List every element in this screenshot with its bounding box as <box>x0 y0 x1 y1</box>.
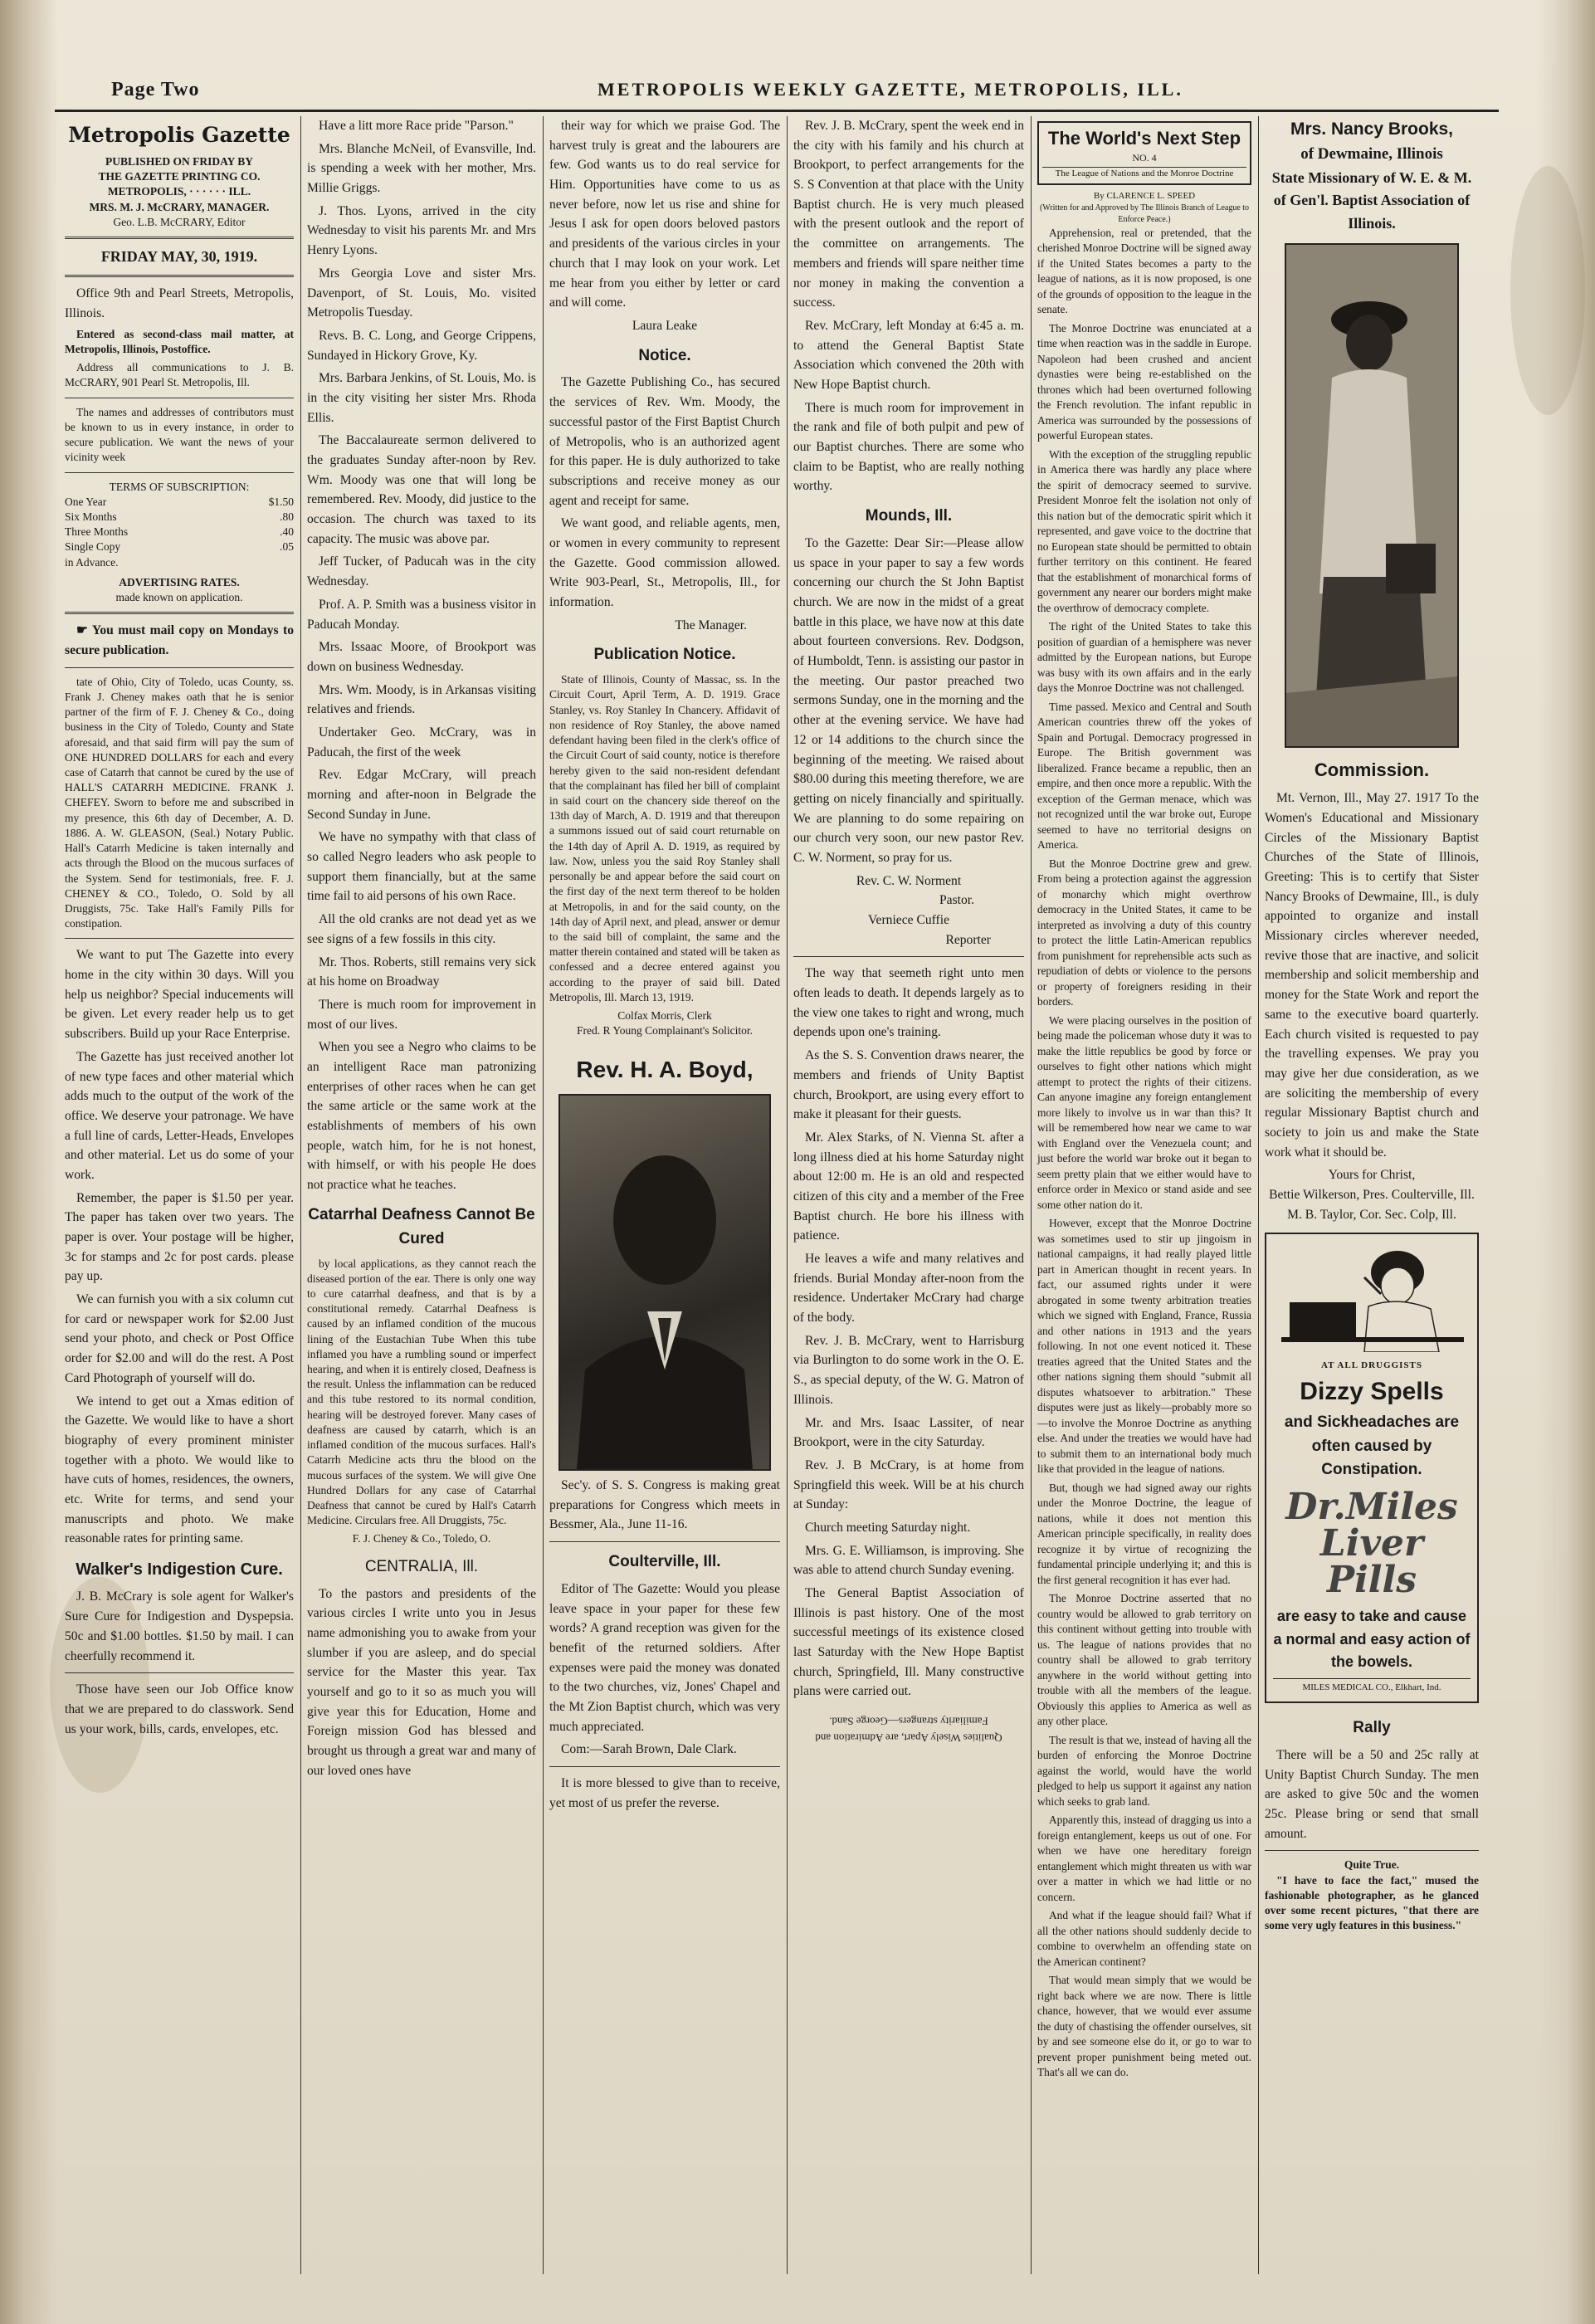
boyd-heading: Rev. H. A. Boyd, <box>576 1056 754 1082</box>
nancy-subheading: of Dewmaine, Illinois <box>1300 144 1443 163</box>
news-item: Rev. J. B. McCrary, went to Harrisburg via Burlington to do some work in the O. E. S., as special deputy, of the W. G. Matron of Illinois. <box>793 1333 1024 1407</box>
advertising-heading: ADVERTISING RATES. <box>119 575 240 588</box>
news-item: Mr. Alex Starks, of N. Vienna St. after a long illness died at his home Saturday night about 12:00 m. He is an old and respected citizen of this city and a member of the Free Baptist church. He bore his illness with patience. <box>793 1130 1024 1243</box>
news-item: The Baccalaureate sermon delivered to the graduates Sunday after-noon by Rev. Wm. Moody was one that will long be remembered. Rev. Moody, did justice to the occasion. The church was taxed to its capacity. The music was above par. <box>307 433 536 546</box>
cheney-notice: tate of Ohio, City of Toledo, ucas County, ss. Frank J. Cheney makes oath that he is senior partner of the firm of F. J. Cheney & Co., doing business in the City of Toledo, County and State aforesaid, and that said firm will pay the sum of ONE HUNDRED DOLLARS for each and every case of Catarrh that cannot be cured by the use of HALL'S CATARRH MEDICINE. FRANK J. CHEFEY. Sworn to before me and subscribed in my presence, this 6th day of December, A. D. 1886. A. W. GLEASON, (Seal.) Notary Public. Hall's Catarrh Medicine is taken internally and acts through the Blood on the mucous surfaces of the System. Send for testimonials, free. F. J. CHENEY & CO., Toledo, O. Sold by all Druggists, 75c. Take Hall's Family Pills for constipation. <box>65 675 294 930</box>
terms-row <box>65 555 294 570</box>
manager-line: MRS. M. J. McCRARY, MANAGER. <box>89 200 270 213</box>
news-item: Jeff Tucker, of Paducah was in the city Wednesday. <box>307 554 536 589</box>
column-1 <box>60 116 299 2282</box>
article-paragraph: The Monroe Doctrine asserted that no country would be allowed to grab territory on this continent without getting into trouble with us. The league of nations provides that no country shall be allowed to grab territory anywhere in the world without getting into trouble with all the members of the league. Obviously this applies to America as well as any other place. <box>1037 1592 1251 1728</box>
signature: Colfax Morris, Clerk <box>617 1009 712 1023</box>
ad-brand-line: Dr.Miles <box>1285 1486 1458 1529</box>
publisher-line: THE GAZETTE PRINTING CO. <box>98 170 261 183</box>
commission-heading: Commission. <box>1314 759 1430 780</box>
column-rule <box>300 116 301 2274</box>
terms-label: One Year <box>65 495 107 508</box>
news-item: The way that seemeth right unto men often leads to death. It depends largely as to the view one takes to right and wrong, much depends upon one's training. <box>793 966 1024 1040</box>
masthead <box>58 73 1469 106</box>
editor-line: Geo. L.B. McCRARY, Editor <box>113 215 246 228</box>
article-paragraph: Apprehension, real or pretended, that the cherished Monroe Doctrine will be signed away if the United States becomes a party to the league of nations, as it is now proposed, is one of the grounds of opposition to the league in the senate. <box>1037 226 1251 316</box>
notice-text: We want good, and reliable agents, men, or women in every community to represent the Gazette. Good commission allowed. Write 903-Pearl, St., Metropolis, Ill., for information. <box>549 516 780 609</box>
terms-row <box>65 510 294 525</box>
catarrh-text: by local applications, as they cannot reach the diseased portion of the ear. There is only one way to cure catarrhal deafness, and that is by a constitutional remedy. Catarrhal Deafness is caused by an inflamed condition of the mucous lining of the Eustachian Tube When this tube inflamed you have a rumbling sound or imperfect hearing, and when it is entirely closed, Deafness is the result. Unless the inflammation can be reduced and this tube restored to its normal condition, hearing will be destroyed forever. Many cases of deafness are caused by catarrh, which is an inflamed condition of the mucous surfaces. Hall's Catarrh Medicine acts thru the blood on the mucous surfaces of the system. We will give One Hundred Dollars for any case of Catarrhal Deafness that cannot be cured by Hall's Catarrh Medicine. Circulars free. All Druggists, 75c. <box>307 1257 536 1527</box>
rule <box>65 275 294 277</box>
notice-heading: Notice. <box>638 346 691 364</box>
nancy-title: State Missionary of W. E. & M. of Gen'l. Baptist Association of Illinois. <box>1271 168 1472 232</box>
article-paragraph: The Monroe Doctrine was enunciated at a time when reaction was in the saddle in Europe. Napoleon had been crushed and ancient dynasties were being re-established on the thrones which had been overturned following the French revolution. The infant republic in America was surrounded by the possessions of powerful European states. <box>1037 321 1251 442</box>
entered-notice: Entered as second-class mail matter, at Metropolis, Illinois, Postoffice. <box>65 327 294 356</box>
nancy-heading: Mrs. Nancy Brooks, <box>1290 120 1454 139</box>
terms-price: $1.50 <box>268 495 294 508</box>
quite-true-heading: Quite True. <box>1344 1858 1400 1872</box>
news-item: Rev. J. B McCrary, is at home from Springfield this week. Will be at his church at Sunday: <box>793 1457 1024 1512</box>
news-item: We have no sympathy with that class of so called Negro leaders who ask people to support them financially, but at the same time fail to aid persons of his own Race. <box>307 830 536 904</box>
column-rule <box>543 116 544 2274</box>
mail-copy-notice <box>65 621 294 660</box>
news-item: Church meeting Saturday night. <box>805 1520 971 1535</box>
portrait-figure <box>560 1096 769 1469</box>
article-paragraph: But, though we had signed away our rights under the Monroe Doctrine, the league of nations, while it does not mention this American principle specifically, in reality does recognize it by virtue of recognizing the fundamental principle underlying it; and this is the first general recognition it has ever had. <box>1037 1481 1251 1586</box>
article-title-box <box>1037 121 1251 185</box>
notice-text: The Gazette Publishing Co., has secured the services of Rev. Wm. Moody, the successful pastor of the First Baptist Church of Metropolis, who is an authorized agent for this paper. He is duly authorized to take subscriptions and receive money as our agent and receipt for same. <box>549 375 780 508</box>
news-item: The General Baptist Association of Illinois is past history. One of the most successful meetings of its existence closed last Saturday with the New Hope Baptist church, Springfield, Ill. Many constructive plans were carried out. <box>793 1586 1024 1699</box>
terms-label: Single Copy <box>65 540 121 554</box>
article-paragraph: With the exception of the struggling republic in America there was hardly any place where the spirit of democracy seemed to survive. President Monroe felt the isolation not only of this nation but of the democratic spirit which it represented, and gave voice to the doctrine that no European state should be permitted to obtain further territory on this continent. He feared that the establishment of monarchical forms of government any nearer our borders might make the overthrow of democracy complete. <box>1037 447 1251 614</box>
news-item: Mrs. Wm. Moody, is in Arkansas visiting relatives and friends. <box>307 682 536 717</box>
news-item: Undertaker Geo. McCrary, was in Paducah, the first of the week <box>307 725 536 759</box>
mail-copy-text: You must mail copy on Mondays to secure publication. <box>65 623 294 658</box>
office-address: Office 9th and Pearl Streets, Metropolis, Illinois. <box>65 286 294 321</box>
coulterville-text: Editor of The Gazette: Would you please leave space in your paper for these few words? A grand reception was given for the benefit of the returned soldiers. After expenses were paid the money was donated to the two churches, viz, Jones' Chapel and the Mt Zion Baptist church, which was very much appreciated. <box>549 1581 780 1734</box>
terms-price: .80 <box>280 510 294 524</box>
terms-row <box>65 495 294 510</box>
signature: Yours for Christ, <box>1328 1168 1416 1183</box>
signature: Verniece Cuffie <box>868 913 949 927</box>
rule <box>65 938 294 939</box>
signature: Rev. C. W. Norment <box>856 873 962 888</box>
advertising-text: made known on application. <box>115 591 243 604</box>
xmas-edition-notice: We intend to get out a Xmas edition of the Gazette. We would like to have a short biography of every prominent minister together with a photo. We would like to have cuts of homes, residences, the owners, etc. Write for terms, and send your manuscripts and photo. We make reasonable rates for printing same. <box>65 1394 294 1546</box>
rule <box>65 237 294 239</box>
news-item: Mrs. G. E. Williamson, is improving. She was able to attend church Sunday evening. <box>793 1543 1024 1578</box>
woman-at-typewriter-icon <box>1273 1244 1472 1352</box>
signature: M. B. Taylor, Cor. Sec. Colp, Ill. <box>1287 1207 1456 1222</box>
column-rule <box>1258 116 1259 2274</box>
news-item: He leaves a wife and many relatives and friends. Burial Monday after-noon from the residence. Undertaker McCrary had charge of the body. <box>793 1252 1024 1326</box>
column-rule <box>1031 116 1032 2274</box>
ad-illustration <box>1273 1244 1472 1352</box>
article-paragraph: Time passed. Mexico and Central and South American countries threw off the yokes of Spain and Portugal. Democracy progressed in Europe. The British government was liberalized. France became a republic, then an empire, and then once more a republic. With the exception of the German menace, which was not recognized until the war broke out, Europe seemed to have no territorial designs on America. <box>1037 700 1252 852</box>
publisher-line: PUBLISHED ON FRIDAY BY <box>105 155 253 168</box>
quite-true-text: "I have to face the fact," mused the fashionable photographer, as he glanced over some recent pictures, "that there are some very ugly features in this business." <box>1265 1873 1479 1932</box>
byline-note: (Written for and Approved by The Illinois Branch of League to Enforce Peace.) <box>1039 203 1250 225</box>
news-item: All the old cranks are not dead yet as we see signs of a few fossils in this city. <box>307 912 536 946</box>
boyd-caption: Sec'y. of S. S. Congress is making great preparations for Congress which meets in Bessmer, Ala., June 11-16. <box>549 1478 780 1532</box>
nancy-portrait <box>1285 243 1459 748</box>
ad-subtitle: and Sickheadaches are often caused by Constipation. <box>1284 1413 1460 1479</box>
terms-price: .40 <box>280 525 294 539</box>
column-3 <box>544 116 785 2282</box>
column-6 <box>1260 116 1484 2282</box>
column-rule <box>787 116 788 2274</box>
news-item: Mr. Thos. Roberts, still remains very sick at his home on Broadway <box>307 954 536 989</box>
catarrh-signature: F. J. Cheney & Co., Toledo, O. <box>352 1532 491 1545</box>
job-office-notice: Those have seen our Job Office know that we are prepared to do classwork. Send us your work, bills, cards, envelopes, etc. <box>65 1682 294 1736</box>
portrait-figure <box>1286 245 1457 746</box>
byline: By CLARENCE L. SPEED <box>1093 191 1196 202</box>
ad-brand <box>1273 1486 1471 1602</box>
rule <box>549 1766 780 1767</box>
paper-title: METROPOLIS WEEKLY GAZETTE, METROPOLIS, ILL. <box>598 79 1183 100</box>
ad-druggists: AT ALL DRUGGISTS <box>1321 1360 1422 1371</box>
news-item: Prof. A. P. Smith was a business visitor in Paducah Monday. <box>307 597 536 632</box>
article-paragraph: But the Monroe Doctrine grew and grew. From being a protection against the aggression of monarchy which might overthrow democracy in the United States, it came to be interpreted as involving a duty of this country to protect the little Latin-American republics from punishment for reprehensible acts such as repudiation of debts or violence to the persons or property of foreigners residing in their borders. <box>1037 857 1251 1008</box>
article-paragraph: Apparently this, instead of dragging us into a foreign entanglement, keeps us out of one. For when we have one hereditary foreign entanglement which might threaten us with war over a matter in which we had little or no concern. <box>1037 1814 1251 1903</box>
article-paragraph: We were placing ourselves in the position of being made the policeman whose duty it was to make the little republics be good by force or ourselves to fight other nations which might attempt to protect the rights of their citizens. Can anyone imagine any foreign entanglement more likely to involve us in war than this? It will be remembered how near we came to war with England over the Venezuela count; and just before the world war broke out it began to seem pretty plain that we either would have to enforce order in Mexico or stand aside and see some other nation do it. <box>1037 1013 1251 1211</box>
pointing-hand-icon: ☛ <box>76 623 92 638</box>
news-item: Mrs. Barbara Jenkins, of St. Louis, Mo. is in the city visiting her sister Mrs. Rhoda Ellis. <box>307 371 536 425</box>
ad-footer: MILES MEDICAL CO., Elkhart, Ind. <box>1273 1678 1471 1695</box>
upside-down-filler: Qualities Wisely Apart, are Admiration and Familiarity strangers—George Sand. <box>815 1715 1002 1745</box>
ad-title: Dizzy Spells <box>1300 1378 1444 1406</box>
header-rule <box>55 110 1499 112</box>
article-paragraph: However, except that the Monroe Doctrine was sometimes used to stir up jingoism in national campaigns, it had really played little part in American thought in recent years. In fact, our assumed rights under it were abrogated in some twenty arbitration treaties which we signed with England, France, Russia and other nations in 1913 and the years following. In not one event noticed it. These treaties agreed that the United States and the other nations signing them should "submit all disputes whatsoever to arbitration." These disputes were just as likely—probably more so—to involve the Monroe Doctrine as anything else. And under the treaties we would have had to submit them to an international body much like that provided in the league of nations. <box>1037 1217 1251 1476</box>
column-5 <box>1032 116 1256 2282</box>
terms-list <box>65 495 294 570</box>
news-item: Mrs Georgia Love and sister Mrs. Davenport, of St. Louis, Mo. visited Metropolis Tuesday. <box>307 266 536 320</box>
subscription-reminder: Remember, the paper is $1.50 per year. The paper has taken over two years. The paper is over. Your postage will be higher, 3c for stamps and 2c for post cards. please pay up. <box>65 1190 294 1284</box>
signature: Laura Leake <box>632 318 698 333</box>
article-number: NO. 4 <box>1132 152 1157 164</box>
news-item: There is much room for improvement in most of our lives. <box>307 997 536 1032</box>
rule <box>65 1672 294 1673</box>
photo-cut-offer: We can furnish you with a six column cut for card or newspaper work for $2.00 Just send your photo, and check or Post Office order for $2.00 and will do the rest. A Post Card Photograph of yourself will do. <box>65 1292 294 1385</box>
article-title: The World's Next Step <box>1047 128 1241 149</box>
signature-title: Pastor. <box>939 893 974 908</box>
rule <box>793 956 1024 957</box>
article-paragraph: That would mean simply that we would be right back where we are now. There is little chance, however, that we would ever assume the duty of chastising the offender ourselves, sit by and see someone else do it, or go to war to prevent proper punishment being meted out. That's all we can do. <box>1037 1974 1251 2079</box>
gazette-appeal: We want to put The Gazette into every home in the city within 30 days. Will you help us neighbor? Special inducements will be given. Let every reader help us to get subscribers. Build up your Race Enterprise. <box>65 948 294 1042</box>
signature-title: Reporter <box>945 932 991 947</box>
contributors-notice: The names and addresses of contributors must be known to us in every instance, in order to secure publication. We want the news of your vicinity week <box>65 405 294 464</box>
commission-text: Mt. Vernon, Ill., May 27. 1917 To the Women's Educational and Missionary Circles of the Missionary Baptist Churches of the State of Illinois, Greeting: This is to certify that Sister Nancy Brooks of Dewmaine, Ill., is duly appointed to organize and install Missionary circles wherever needed, revive those that are inactive, and solicit membership and solicit membership and money for the State Work and report the same to the executive board quarterly. Each church visited is requested to pay the travelling expenses. We pray you may give her due consideration, as we are soliciting the membership of every regular Missionary Baptist church and society to join us and make the State work what it should be. <box>1265 791 1479 1160</box>
news-item: J. Thos. Lyons, arrived in the city Wednesday to visit his parents Mr. and Mrs Henry Lyons. <box>307 203 536 258</box>
article-paragraph: And what if the league should fail? What if all the other nations should suddenly decide to combine to overwhelm an offending state on the American continent? <box>1037 1909 1251 1968</box>
news-item: When you see a Negro who claims to be an intelligent Race man patronizing enterprises of other races when he can get the same article or the same work at the establishments of members of his own people, watch him, for he is not honest, with himself, or with his people He does not practice what he teaches. <box>307 1040 536 1193</box>
news-item: Mrs. Issaac Moore, of Brookport was down on business Wednesday. <box>307 640 536 674</box>
rule <box>65 612 294 614</box>
page-edge-left <box>0 0 58 2324</box>
article-paragraph: The result is that we, instead of having all the burden of enforcing the Monroe Doctrine against the world, would have the world pledged to help us support it against any nation which seeks to grab land. <box>1037 1733 1251 1808</box>
news-item: Have a litt more Race pride "Parson." <box>319 119 514 133</box>
terms-label: Six Months <box>65 510 117 524</box>
terms-row <box>65 525 294 540</box>
terms-label: Three Months <box>65 525 129 539</box>
rule <box>1265 1850 1479 1851</box>
news-item: Rev. J. B. McCrary, spent the week end in the city with his family and his church at Brookport, to perfect arrangements for the S. S Convention at that place with the Unity Baptist church. He is very much pleased with the present outlook and the report of the committee on arrangements. The members and friends will spare neither time nor money in making the convention a success. <box>793 119 1024 310</box>
indigestion-text: J. B. McCrary is sole agent for Walker's Sure Cure for Indigestion and Dyspepsia. 50c and $1.00 bottles. $1.50 by mail. I can cheerfully recommend it. <box>65 1589 294 1663</box>
rule <box>65 472 294 473</box>
news-item: Mrs. Blanche McNeil, of Evansville, Ind. is spending a week with her mother, Mrs. Millie Griggs. <box>307 141 536 196</box>
publisher-line: METROPOLIS, · · · · · · ILL. <box>107 185 251 198</box>
blessed-filler: It is more blessed to give than to receive, yet most of us prefer the reverse. <box>549 1776 780 1810</box>
rule <box>549 1541 780 1542</box>
circle-letter: their way for which we praise God. The harvest truly is great and the labourers are few. God wants us to do real service for Him. Opportunities have come to us as never before, now let us rise and shine for Jesus I ask for open doors beloved pastors and presidents of the various circles in your church that I may look on your work. Let me hear from you either by letter or card and will come. <box>549 119 780 310</box>
catarrh-heading: Catarrhal Deafness Cannot Be Cured <box>308 1205 535 1247</box>
signature: Bettie Wilkerson, Pres. Coulterville, Ill. <box>1269 1188 1475 1203</box>
news-item: Revs. B. C. Long, and George Crippens, Sundayed in Hickory Grove, Ky. <box>307 328 536 363</box>
publication-notice-text: State of Illinois, County of Massac, ss. In the Circuit Court, April Term, A. D. 1919. Grace Stanley, vs. Roy Stanley In Chancery. Affidavit of non residence of Roy Stanley, the above named defendant having been filed in the clerk's office of the Circuit Court of said county, notice is therefore hereby given to the said non-resident defendant that the complainant has filed her bill of complaint in said court on the chancery side thereof on the 13th day of March, A. D. 1919 and that thereupon a summons issued out of said court returnable on the 14th day of April A. D. 1919, as required by law. Now, unless you the said Roy Stanley shall personally be and appear before the said court on the first day of the next term thereof to be holden at Metropolis, in and for the said county, on the 14th day of April next, and plead, answer or demur to the said bill of complaint, the same and the matter therein contained and stated will be taken as confessed and a decree entered against you according to the prayer of said bill. Dated Metropolis, Ill. March 13, 1919. <box>549 673 780 1003</box>
indigestion-heading: Walker's Indigestion Cure. <box>76 1560 283 1579</box>
new-type-notice: The Gazette has just received another lot of new type faces and other material which adds much to the output of the work of the office. We deserve your patronage. We have a full line of cards, Letter-Heads, Envelopes and other material. Let us do some of your work. <box>65 1049 294 1182</box>
column-2 <box>302 116 541 2282</box>
rally-heading: Rally <box>1353 1719 1391 1737</box>
page-label: Page Two <box>111 78 200 100</box>
news-item: Rev. McCrary, left Monday at 6:45 a. m. to attend the General Baptist State Association which convened the 20th with New Hope Baptist church. <box>793 318 1024 392</box>
paper-stain <box>1510 166 1585 415</box>
article-subtitle: The League of Nations and the Monroe Doctrine <box>1042 167 1246 180</box>
news-item: Rev. Edgar McCrary, will preach morning and after-noon in Belgrade the Second Sunday in June. <box>307 768 536 822</box>
boyd-portrait <box>558 1094 771 1471</box>
news-item: There is much room for improvement in the rank and file of both pulpit and pew of our Baptist churches. There are some who claim to be Baptist, who are really nothing worthy. <box>793 400 1024 494</box>
issue-date: FRIDAY MAY, 30, 1919. <box>100 248 258 266</box>
coulterville-heading: Coulterville, Ill. <box>608 1553 721 1571</box>
terms-price: .05 <box>280 540 294 554</box>
ad-brand-line: Liver Pills <box>1319 1522 1424 1602</box>
terms-heading: TERMS OF SUBSCRIPTION: <box>109 480 250 493</box>
column-4 <box>788 116 1029 2282</box>
coulterville-signature: Com:—Sarah Brown, Dale Clark. <box>561 1742 737 1757</box>
news-item: Mr. and Mrs. Isaac Lassiter, of near Brookport, were in the city Saturday. <box>793 1415 1024 1450</box>
mounds-heading: Mounds, Ill. <box>865 507 953 525</box>
news-item: As the S. S. Convention draws nearer, the members and friends of Unity Baptist church, Brookport, are using every effort to make it pleasant for their guests. <box>793 1048 1024 1122</box>
rally-text: There will be a 50 and 25c rally at Unity Baptist Church Sunday. The men are asked to give 50c and the women 25c. Please bring or send that small amount. <box>1265 1748 1479 1841</box>
terms-label: in Advance. <box>65 555 119 569</box>
paper-nameplate: Metropolis Gazette <box>68 123 290 147</box>
liver-pills-ad <box>1265 1233 1479 1703</box>
centralia-text: To the pastors and presidents of the various circles I write unto you in Jesus name admonishing you to awake from your slumber if you are asleep, and do special service for the Master this year. Tax yourself and go to it so as much you will give year this for Education, Home and Foreign mission God has blessed and brought us through a great war and many of our loved ones have <box>307 1586 536 1778</box>
terms-row <box>65 540 294 554</box>
ad-text: are easy to take and cause a normal and easy action of the bowels. <box>1273 1608 1471 1671</box>
centralia-heading: CENTRALIA, Ill. <box>364 1557 479 1575</box>
signature: The Manager. <box>675 618 747 632</box>
publication-notice-heading: Publication Notice. <box>593 646 736 664</box>
address-notice: Address all communications to J. B. McCRARY, 901 Pearl St. Metropolis, Ill. <box>65 361 294 389</box>
signature: Fred. R Young Complainant's Solicitor. <box>576 1024 754 1038</box>
mounds-letter: To the Gazette: Dear Sir:—Please allow us space in your paper to say a few words concerning our church the St John Baptist church. We are now in the midst of a great battle in this place, we have now at this date about fourteen conversions. Rev. Dodgson, of Humboldt, Tenn. is assisting our pastor in the meeting. Our pastor preached two sermons Sunday, one in the morning and the other at the evening service. We have had 12 or 14 additions to the church since the beginning of the meeting. We raised about $80.00 during this meeting therefore, we are getting on nicely financially and spiritually. We are planning to do some repairing on our church very soon, our new pastor Rev. C. W. Norment, so pray for us. <box>793 535 1024 865</box>
article-paragraph: The right of the United States to take this position of guardian of a hemisphere was never admitted by the European nations, but Europe was busy with its own affairs and in the early days the Monroe Doctrine was not challenged. <box>1037 620 1251 695</box>
rule <box>65 667 294 668</box>
